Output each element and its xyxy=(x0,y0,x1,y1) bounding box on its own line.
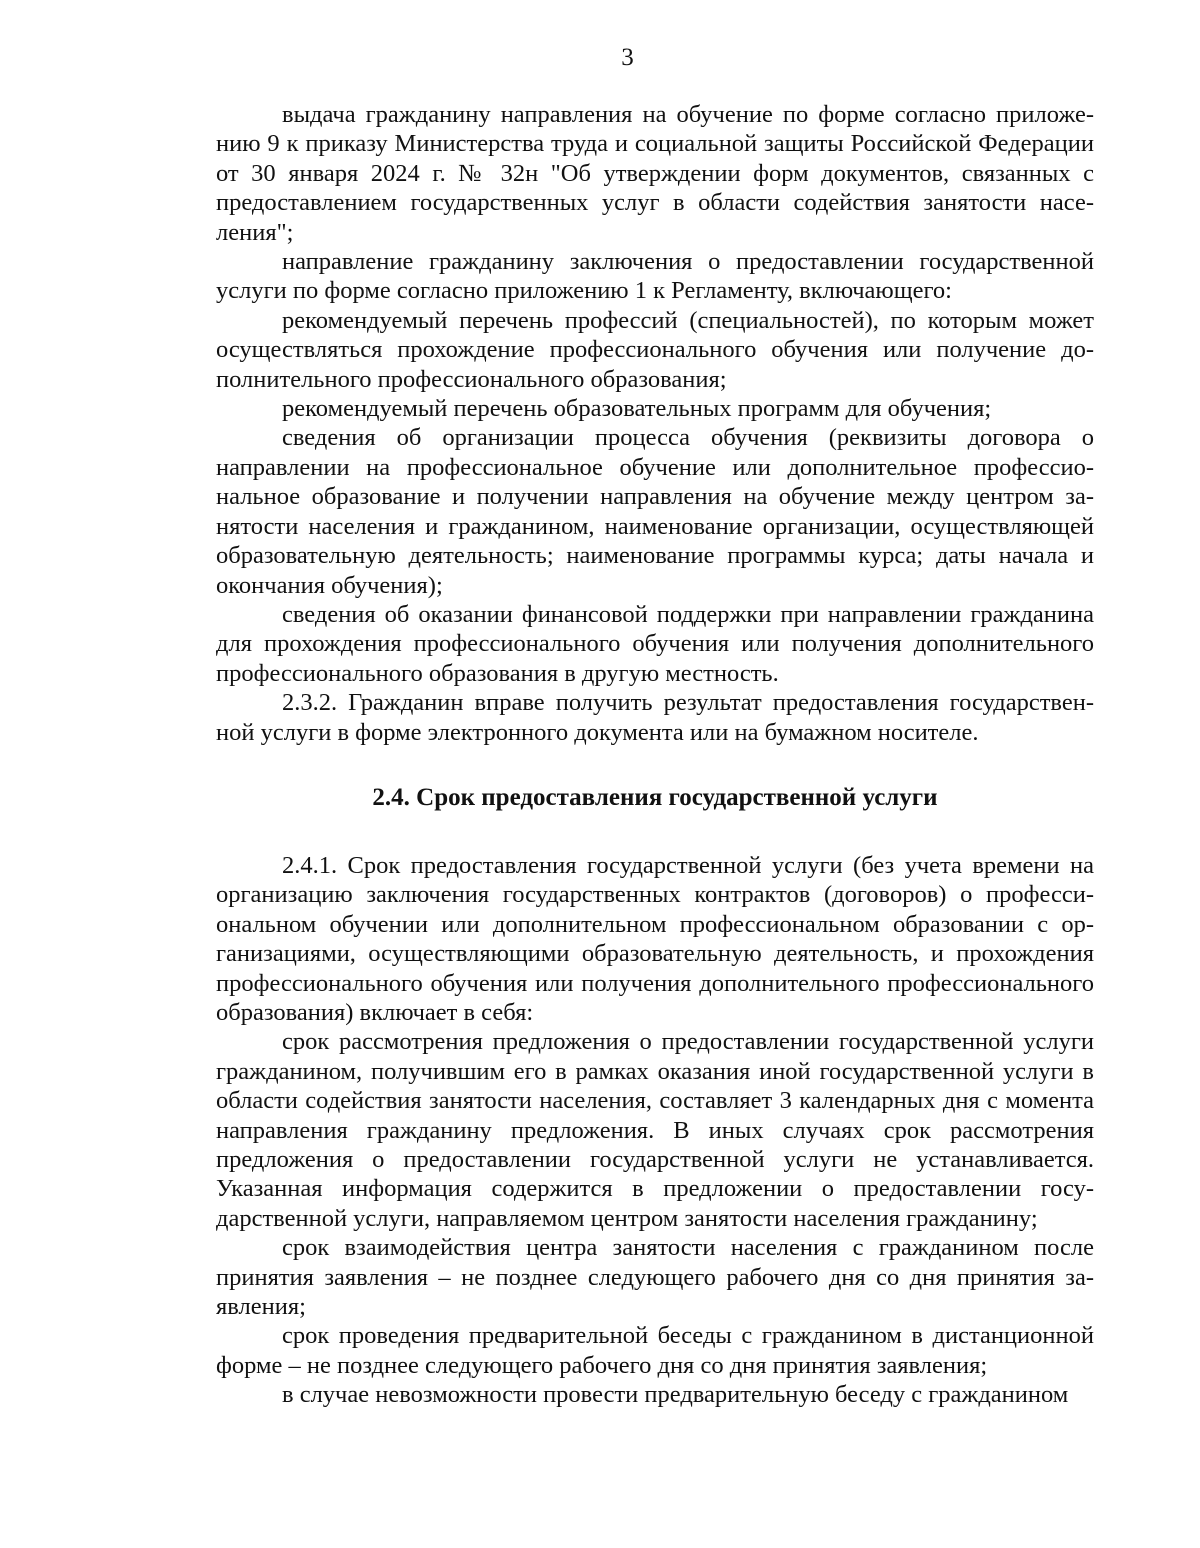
paragraph: направление гражданину заключения о предоставлении государственной услуги по форме согласно приложению 1 к Регламенту, включающего: xyxy=(216,248,1094,305)
page-number: 3 xyxy=(621,44,634,71)
paragraph: срок рассмотрения предложения о предоставлении государственной услуги гражданином, получившим его в рамках оказания иной государственной услуги в области содействия занятости населения, составляет 3 календарных дня с момента направления гражданину предложения. В иных случаях срок рассмотрения предложения о предоставлении государственной услуги не устанавливается. Указанная информация содержится в предложении о предоставлении государственной услуги, направляемом центром занятости населения гражданину; xyxy=(216,1028,1094,1232)
document-body xyxy=(216,100,1094,1410)
paragraph: рекомендуемый перечень образовательных программ для обучения; xyxy=(282,395,992,423)
paragraph: рекомендуемый перечень профессий (специальностей), по которым может осуществляться прохождение профессионального обучения или получение дополнительного профессионального образования; xyxy=(216,306,1094,393)
paragraph: срок взаимодействия центра занятости населения с гражданином после принятия заявления – не позднее следующего рабочего дня со дня принятия заявления; xyxy=(216,1234,1094,1321)
paragraph: сведения об оказании финансовой поддержки при направлении гражданина для прохождения профессионального обучения или получения дополнительного профессионального образования в другую местность. xyxy=(216,600,1094,687)
paragraph: сведения об организации процесса обучения (реквизиты договора о направлении на профессиональное обучение или дополнительное профессиональное образование и получении направления на обучение между центром занятости населения и гражданином, наименование организации, осуществляющей образовательную деятельность; наименование программы курса; даты начала и окончания обучения); xyxy=(216,424,1094,599)
paragraph: 2.4.1. Срок предоставления государственной услуги (без учета времени на организацию заключения государственных контрактов (договоров) о профессиональном обучении или дополнительном профессиональном образовании с организациями, осуществляющими образовательную деятельность, и прохождения профессионального обучения или получения дополнительного профессионального образования) включает в себя: xyxy=(216,851,1094,1026)
paragraph: в случае невозможности провести предварительную беседу с гражданином xyxy=(282,1381,1069,1409)
section-heading: 2.4. Срок предоставления государственной услуги xyxy=(372,783,938,811)
paragraph: срок проведения предварительной беседы с гражданином в дистанционной форме – не позднее следующего рабочего дня со дня принятия заявления; xyxy=(216,1322,1094,1379)
paragraph: выдача гражданину направления на обучение по форме согласно приложению 9 к приказу Министерства труда и социальной защиты Российской Федерации от 30 января 2024 г. № 32н "Об утверждении форм документов, связанных с предоставлением государственных услуг в области содействия занятости населения"; xyxy=(216,101,1094,246)
paragraph: 2.3.2. Гражданин вправе получить результат предоставления государственной услуги в форме электронного документа или на бумажном носителе. xyxy=(216,689,1094,746)
